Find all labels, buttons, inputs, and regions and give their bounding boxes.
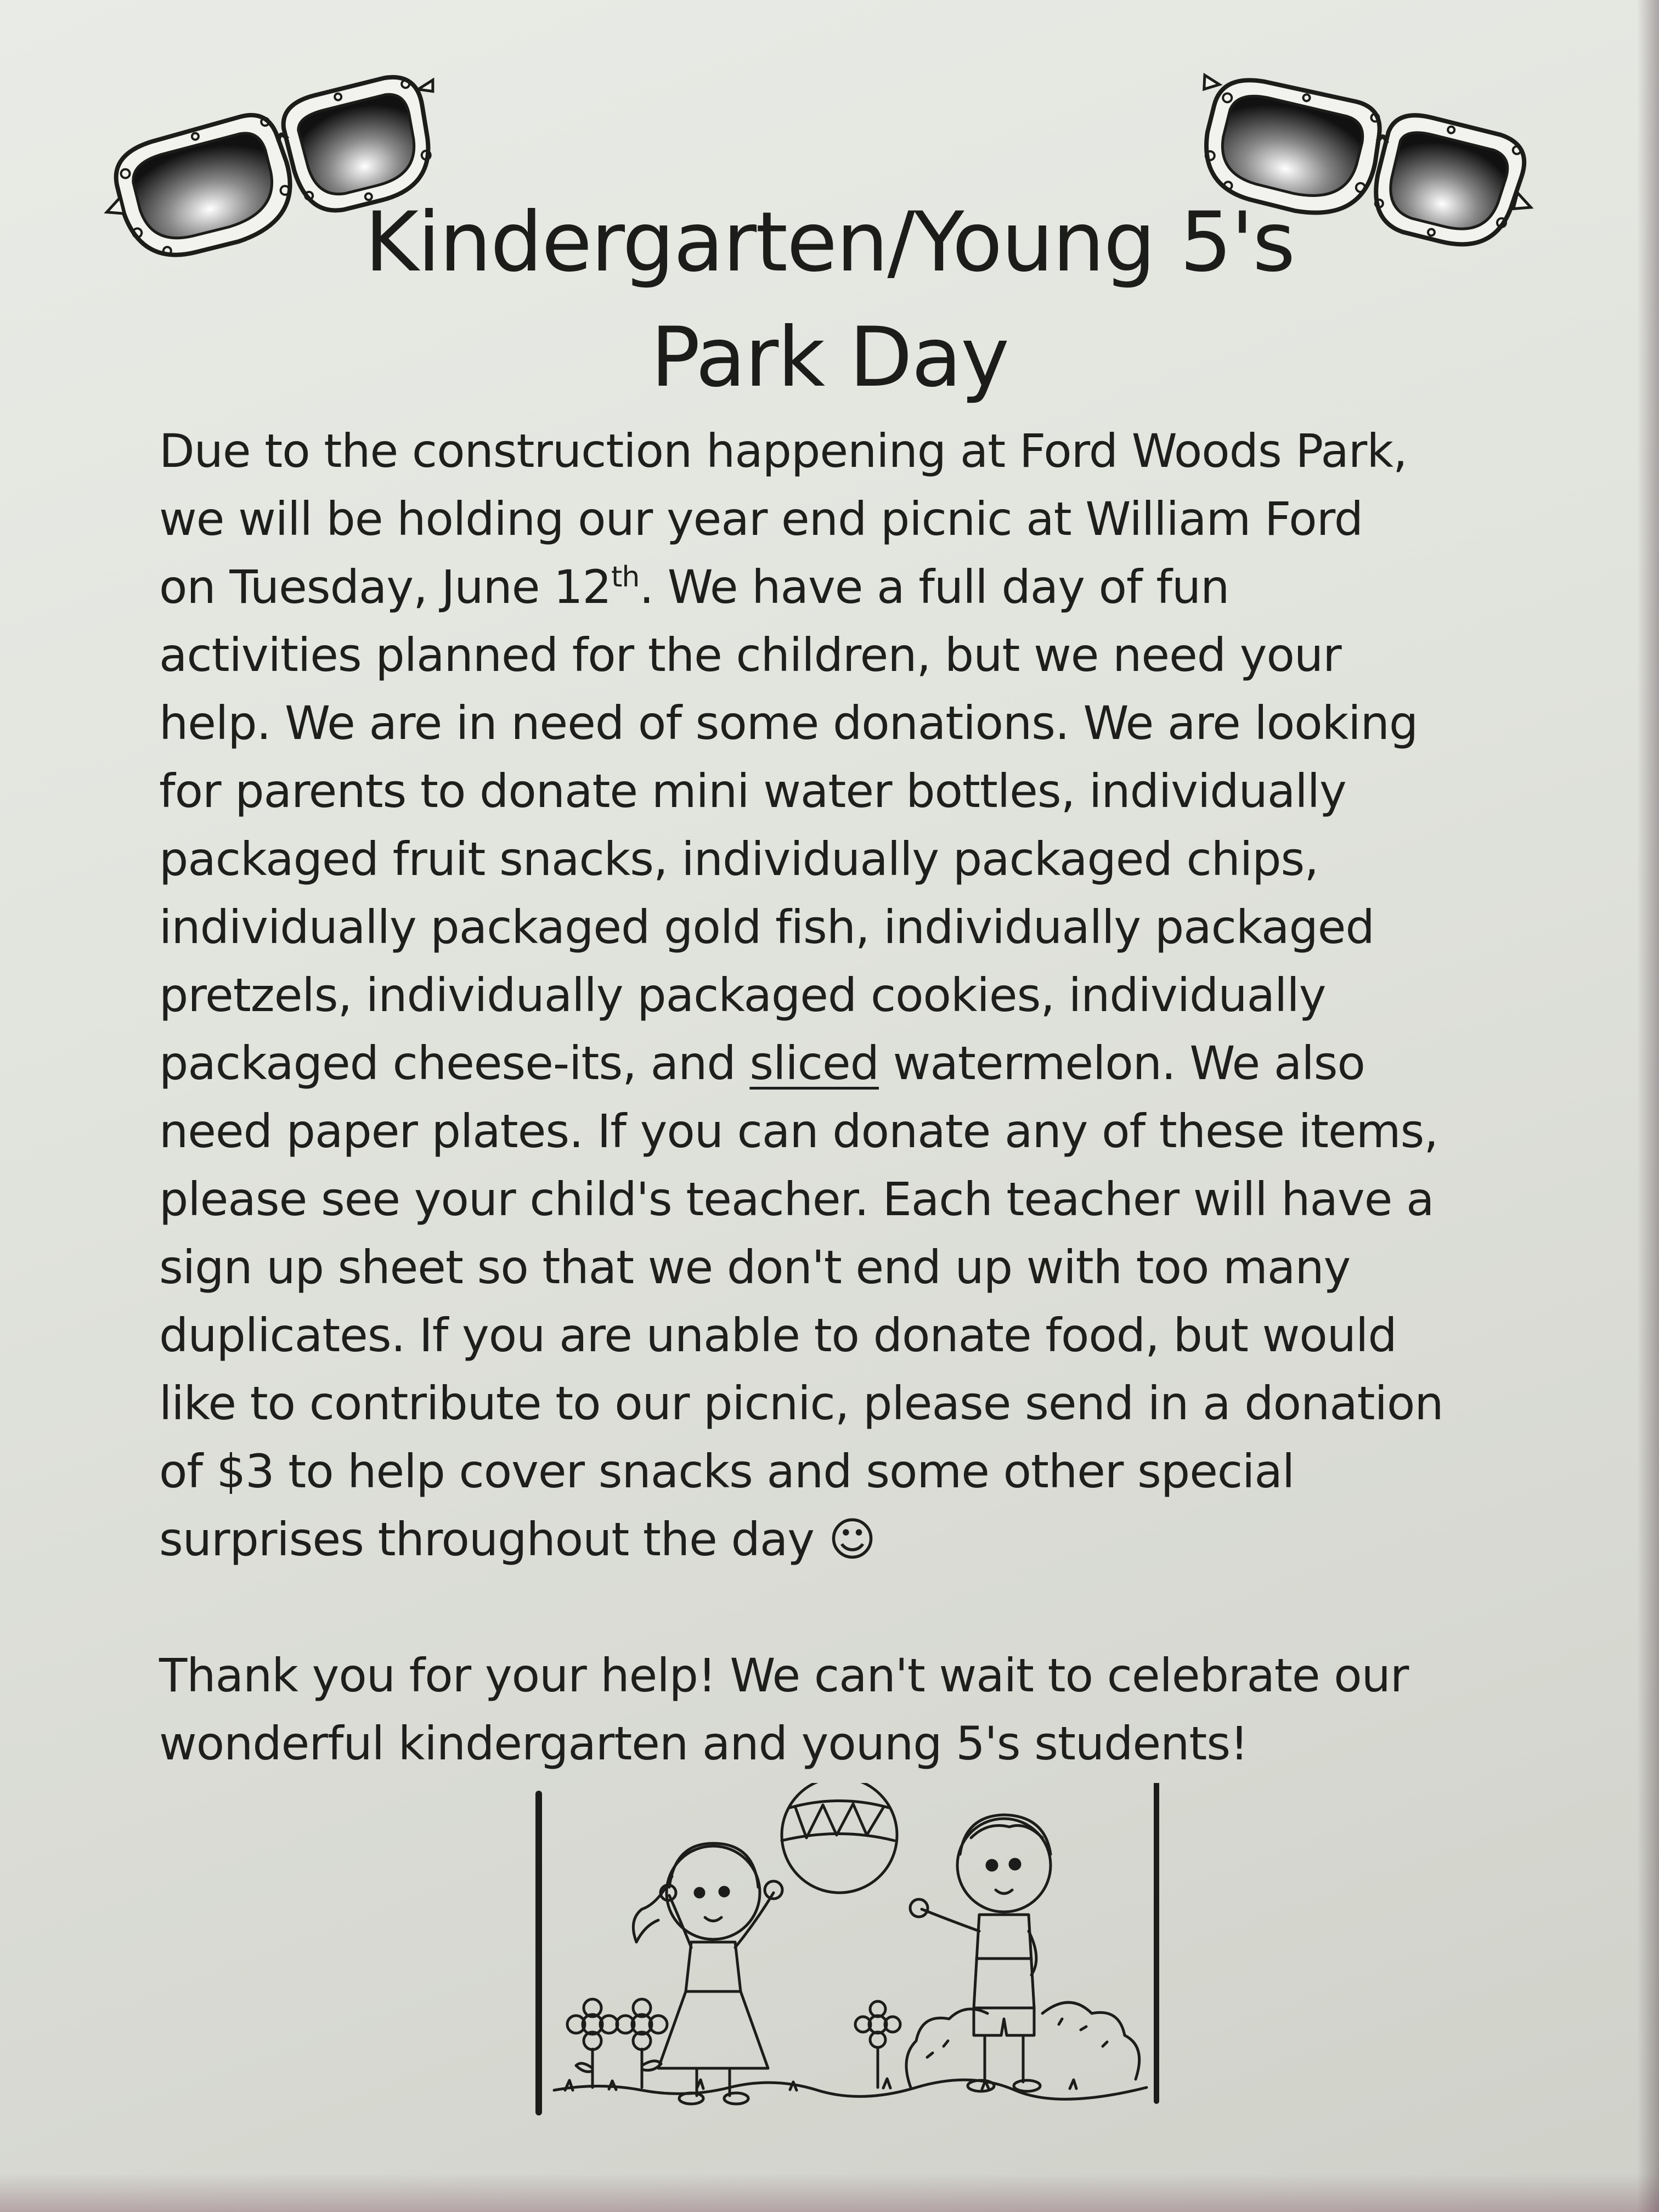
flyer-body bbox=[159, 417, 1531, 1778]
body-line: duplicates. If you are unable to donate food, but would bbox=[159, 1308, 1397, 1362]
body-text-segment: packaged cheese-its, and bbox=[159, 1036, 750, 1090]
body-line: of $3 to help cover snacks and some other special bbox=[159, 1444, 1295, 1498]
date-text: on Tuesday, June 12 bbox=[159, 560, 611, 614]
ordinal-suffix: th bbox=[611, 561, 640, 594]
underlined-word: sliced bbox=[749, 1036, 879, 1090]
paragraph-gap bbox=[159, 1573, 1531, 1641]
body-line: sign up sheet so that we don't end up with too many bbox=[159, 1240, 1351, 1294]
body-line: wonderful kindergarten and young 5's students! bbox=[159, 1717, 1248, 1770]
body-line: help. We are in need of some donations. We are looking bbox=[159, 696, 1418, 750]
title-line-2: Park Day bbox=[650, 310, 1009, 405]
body-line: individually packaged gold fish, individually packaged bbox=[159, 900, 1374, 954]
children-playing-ball-illustration bbox=[532, 1783, 1163, 2118]
body-line: Due to the construction happening at Ford Woods Park, bbox=[159, 424, 1407, 478]
body-line: for parents to donate mini water bottles, individually bbox=[159, 764, 1346, 818]
body-line: packaged fruit snacks, individually packaged chips, bbox=[159, 832, 1319, 886]
body-line bbox=[159, 553, 1531, 621]
body-text-segment: . We have a full day of fun bbox=[639, 560, 1229, 614]
paper-bottom-shadow bbox=[0, 2174, 1659, 2212]
body-text-segment: watermelon. We also bbox=[878, 1036, 1365, 1090]
body-line: like to contribute to our picnic, please send in a donation bbox=[159, 1376, 1443, 1430]
body-line: need paper plates. If you can donate any of these items, bbox=[159, 1104, 1438, 1158]
body-line: surprises throughout the day ☺ bbox=[159, 1513, 876, 1566]
body-line: activities planned for the children, but we need your bbox=[159, 628, 1341, 682]
body-line bbox=[159, 1029, 1531, 1097]
body-line: please see your child's teacher. Each teacher will have a bbox=[159, 1172, 1434, 1226]
title-line-1: Kindergarten/Young 5's bbox=[364, 195, 1295, 290]
body-line: we will be holding our year end picnic at William Ford bbox=[159, 492, 1363, 546]
body-line: pretzels, individually packaged cookies, individually bbox=[159, 968, 1326, 1022]
body-line: Thank you for your help! We can't wait to celebrate our bbox=[159, 1649, 1409, 1702]
